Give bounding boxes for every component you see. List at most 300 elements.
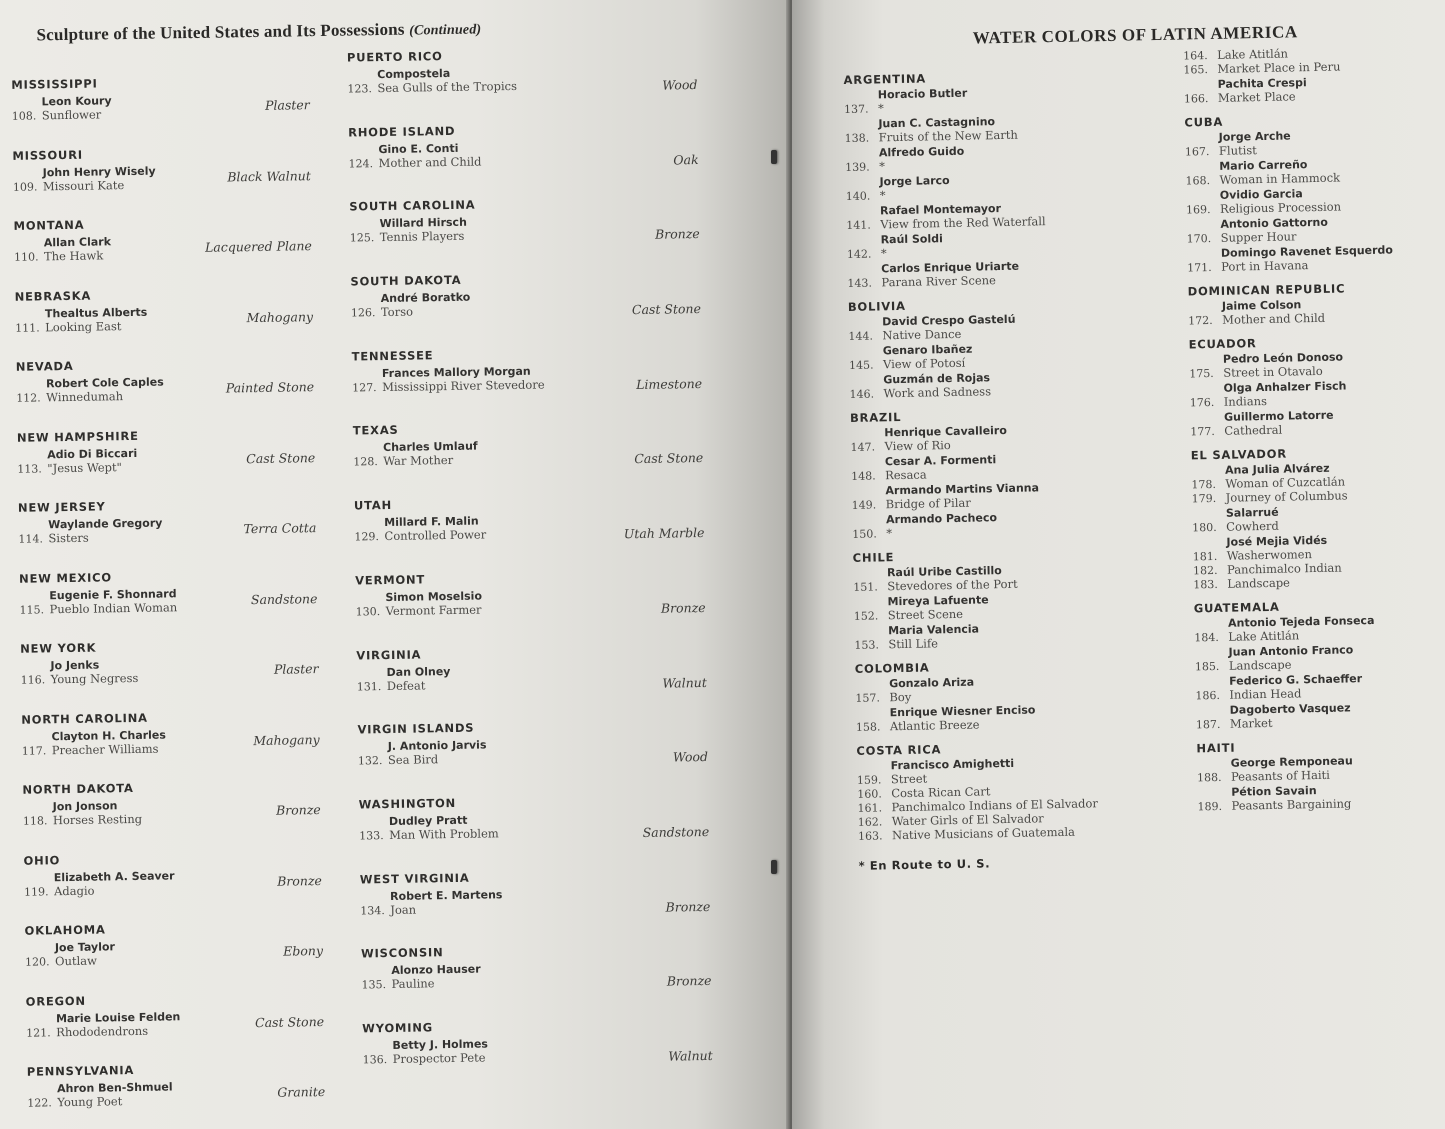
artist-name: Dudley Pratt bbox=[388, 813, 468, 828]
medium-label: Wood bbox=[672, 749, 709, 765]
artist-name: Ovidio Garcia bbox=[1219, 187, 1303, 202]
sculpture-entry bbox=[18, 495, 369, 571]
sculpture-entry bbox=[16, 354, 367, 430]
sculpture-entry bbox=[22, 777, 373, 853]
artist-name: Jon Jonson bbox=[52, 799, 118, 814]
catalog-number: 143. bbox=[847, 276, 873, 290]
catalog-number: 124. bbox=[348, 156, 374, 171]
work-title: Peasants Bargaining bbox=[1231, 796, 1352, 813]
state-heading: MISSISSIPPI bbox=[11, 76, 98, 92]
catalog-number: 168. bbox=[1185, 174, 1211, 188]
medium-label: Sandstone bbox=[642, 823, 710, 840]
sculpture-entry bbox=[357, 717, 728, 797]
catalog-number: 136. bbox=[362, 1052, 388, 1067]
work-title: Lake Atitlán bbox=[1216, 46, 1289, 62]
country-heading: EL SALVADOR bbox=[1190, 446, 1288, 463]
catalog-number: 148. bbox=[851, 469, 876, 483]
state-heading: OREGON bbox=[25, 993, 86, 1009]
work-title: Religious Procession bbox=[1219, 199, 1342, 216]
work-title: Work and Sadness bbox=[883, 384, 992, 401]
medium-label: Sandstone bbox=[250, 590, 318, 607]
artist-name: Enrique Wiesner Enciso bbox=[889, 703, 1036, 720]
sculpture-entry bbox=[355, 567, 726, 647]
state-heading: MONTANA bbox=[13, 217, 85, 233]
sculpture-entry bbox=[347, 45, 718, 125]
catalog-number: 162. bbox=[857, 815, 883, 829]
artist-name: Betty J. Holmes bbox=[392, 1037, 489, 1052]
sculpture-entry bbox=[13, 213, 364, 289]
catalog-number: 149. bbox=[851, 498, 877, 512]
country-heading: COSTA RICA bbox=[856, 742, 942, 758]
country-heading: ECUADOR bbox=[1188, 336, 1257, 352]
work-title: Horses Resting bbox=[52, 811, 143, 828]
work-title: Still Life bbox=[888, 636, 939, 652]
state-heading: OKLAHOMA bbox=[24, 922, 106, 938]
work-title: "Jesus Wept" bbox=[47, 459, 122, 475]
catalog-number: 146. bbox=[849, 387, 875, 401]
country-group bbox=[855, 656, 1156, 734]
catalog-number: 167. bbox=[1184, 145, 1210, 159]
country-group bbox=[848, 294, 1150, 401]
medium-label: Bronze bbox=[666, 973, 712, 989]
catalog-number: 111. bbox=[15, 320, 40, 335]
artist-name: Antonio Gattorno bbox=[1220, 215, 1328, 231]
catalog-number: 187. bbox=[1195, 717, 1221, 732]
country-heading: GUATEMALA bbox=[1193, 599, 1280, 616]
artist-name: Jo Jenks bbox=[50, 658, 100, 673]
staple-bottom bbox=[771, 860, 777, 874]
country-group bbox=[1191, 444, 1434, 592]
medium-label: Cast Stone bbox=[631, 301, 702, 318]
catalog-number: 109. bbox=[12, 179, 38, 194]
work-title: Lake Atitlán bbox=[1228, 628, 1300, 644]
state-heading: UTAH bbox=[353, 498, 393, 513]
artist-name: Jorge Larco bbox=[879, 174, 950, 189]
medium-label: Bronze bbox=[665, 898, 711, 915]
country-group bbox=[1194, 597, 1436, 732]
catalog-number: 179. bbox=[1191, 491, 1217, 506]
sculpture-entry bbox=[12, 143, 363, 219]
artist-name: Gonzalo Ariza bbox=[889, 675, 975, 691]
artist-name: Federico G. Schaeffer bbox=[1229, 672, 1363, 688]
work-title: Man With Problem bbox=[389, 826, 499, 842]
artist-name: George Remponeau bbox=[1230, 754, 1353, 770]
work-title: Costa Rican Cart bbox=[891, 784, 991, 801]
sculpture-entry bbox=[356, 642, 727, 722]
work-title: * bbox=[879, 188, 886, 203]
work-title: Bridge of Pilar bbox=[885, 495, 971, 512]
state-heading: MISSOURI bbox=[12, 147, 83, 163]
catalog-number: 183. bbox=[1193, 577, 1218, 592]
catalog-number: 110. bbox=[13, 250, 39, 264]
work-title: Street in Otavalo bbox=[1223, 363, 1323, 380]
catalog-number: 118. bbox=[22, 814, 48, 828]
state-heading: SOUTH DAKOTA bbox=[350, 272, 462, 289]
work-title: Port in Havana bbox=[1221, 258, 1309, 274]
artist-name: Genaro Ibañez bbox=[882, 342, 973, 358]
artist-name: Willard Hirsch bbox=[379, 216, 467, 231]
work-title: Winnedumah bbox=[46, 389, 124, 405]
medium-label: Terra Cotta bbox=[243, 520, 317, 537]
catalog-number: 131. bbox=[356, 679, 382, 693]
catalog-number: 121. bbox=[26, 1025, 51, 1040]
work-title: Panchimalco Indian bbox=[1226, 560, 1342, 577]
work-title: Market Place in Peru bbox=[1217, 59, 1341, 76]
artist-name: Millard F. Malin bbox=[384, 514, 479, 530]
work-title: Boy bbox=[889, 689, 912, 705]
sculpture-column-right bbox=[347, 45, 733, 1096]
country-heading: CHILE bbox=[852, 550, 895, 565]
artist-name: Horacio Butler bbox=[877, 86, 968, 102]
state-heading: TENNESSEE bbox=[351, 347, 434, 364]
catalog-number: 125. bbox=[349, 231, 375, 245]
catalog-number: 165. bbox=[1183, 63, 1209, 77]
artist-name: John Henry Wisely bbox=[42, 164, 156, 179]
state-heading: NORTH DAKOTA bbox=[22, 780, 134, 797]
right-page bbox=[792, 0, 1445, 1129]
medium-label: Plaster bbox=[264, 97, 310, 113]
artist-name: Salarrué bbox=[1225, 505, 1279, 520]
work-title: The Hawk bbox=[43, 248, 104, 264]
catalog-number: 184. bbox=[1194, 630, 1219, 645]
work-title: View from the Red Waterfall bbox=[880, 214, 1046, 232]
catalog-number: 151. bbox=[853, 580, 878, 594]
sculpture-entry bbox=[349, 194, 720, 274]
catalog-number: 169. bbox=[1185, 203, 1211, 217]
country-group bbox=[1196, 737, 1437, 814]
catalog-number: 120. bbox=[25, 955, 50, 969]
country-heading: HAITI bbox=[1196, 740, 1236, 756]
artist-name: Leon Koury bbox=[41, 94, 112, 109]
work-title: * bbox=[880, 246, 887, 261]
sculpture-entry bbox=[27, 1059, 378, 1129]
staple-top bbox=[771, 150, 777, 164]
work-title: Washerwomen bbox=[1226, 547, 1313, 563]
artist-name: André Boratko bbox=[380, 290, 471, 306]
catalog-number: 178. bbox=[1191, 477, 1217, 492]
artist-name: Joe Taylor bbox=[54, 940, 116, 955]
work-title: Peasants of Haiti bbox=[1230, 767, 1331, 784]
catalog-number: 150. bbox=[852, 527, 877, 541]
artist-name: Robert E. Martens bbox=[390, 887, 503, 903]
sculpture-entry bbox=[350, 269, 721, 349]
state-heading: NEBRASKA bbox=[14, 288, 92, 304]
catalog-number: 181. bbox=[1192, 549, 1218, 564]
artist-name: Olga Anhalzer Fisch bbox=[1223, 379, 1347, 395]
medium-label: Black Walnut bbox=[227, 167, 311, 184]
medium-label: Oak bbox=[673, 151, 699, 168]
work-title: * bbox=[877, 101, 884, 116]
sculpture-entry bbox=[360, 866, 731, 946]
medium-label: Limestone bbox=[636, 375, 703, 392]
artist-name: Waylande Gregory bbox=[48, 516, 163, 532]
catalog-number: 186. bbox=[1195, 688, 1221, 703]
artist-name: Alfredo Guido bbox=[878, 144, 965, 160]
work-title: Mississippi River Stevedore bbox=[382, 377, 545, 394]
catalog-number: 176. bbox=[1189, 395, 1215, 410]
artist-name: Compostela bbox=[377, 66, 451, 82]
artist-name: Eugenie F. Shonnard bbox=[49, 586, 177, 602]
sculpture-entry bbox=[26, 989, 377, 1065]
work-title: Tennis Players bbox=[379, 229, 465, 245]
catalog-number: 139. bbox=[845, 160, 870, 175]
artist-name: Pachita Crespi bbox=[1217, 76, 1307, 91]
artist-name: Jaime Colson bbox=[1221, 298, 1302, 313]
artist-name: Frances Mallory Morgan bbox=[381, 364, 531, 380]
work-title: Pueblo Indian Woman bbox=[49, 599, 178, 616]
sculpture-column-left bbox=[11, 72, 378, 1129]
medium-label: Lacquered Plane bbox=[204, 238, 313, 255]
country-heading: BRAZIL bbox=[849, 409, 902, 425]
watercolor-column-left bbox=[843, 67, 1158, 873]
work-title: Indians bbox=[1223, 393, 1268, 409]
work-title: Young Negress bbox=[50, 670, 139, 687]
artist-name: Guillermo Latorre bbox=[1223, 408, 1334, 424]
work-title: Prospector Pete bbox=[392, 1050, 486, 1066]
work-title: Missouri Kate bbox=[42, 177, 125, 193]
catalog-number: 145. bbox=[848, 358, 874, 372]
sculpture-entry bbox=[25, 918, 376, 994]
catalog-number: 114. bbox=[18, 532, 44, 546]
medium-label: Granite bbox=[277, 1084, 326, 1100]
state-heading: NEW YORK bbox=[20, 640, 97, 656]
medium-label: Cast Stone bbox=[246, 449, 316, 466]
catalog-number: 140. bbox=[845, 189, 871, 204]
catalog-number: 129. bbox=[354, 530, 380, 544]
work-title: View of Rio bbox=[884, 438, 951, 454]
artist-name: Francisco Amighetti bbox=[890, 756, 1015, 773]
state-heading: WYOMING bbox=[362, 1020, 434, 1036]
sculpture-entry bbox=[11, 72, 362, 148]
artist-name: Guzmán de Rojas bbox=[883, 371, 991, 387]
work-title: Looking East bbox=[45, 318, 122, 334]
medium-label: Cast Stone bbox=[254, 1013, 325, 1030]
country-group bbox=[1184, 111, 1427, 275]
artist-name: Carlos Enrique Uriarte bbox=[881, 259, 1020, 276]
artist-name: Domingo Ravenet Esquerdo bbox=[1220, 243, 1394, 260]
artist-name: Dagoberto Vasquez bbox=[1229, 701, 1351, 717]
state-heading: PUERTO RICO bbox=[346, 49, 443, 65]
artist-name: Elizabeth A. Seaver bbox=[53, 868, 175, 884]
work-title: Street bbox=[890, 771, 928, 787]
artist-name: Charles Umlauf bbox=[382, 439, 478, 455]
work-title: Water Girls of El Salvador bbox=[891, 811, 1044, 829]
artist-name: Pétion Savain bbox=[1231, 784, 1317, 799]
sculpture-entry bbox=[23, 848, 374, 924]
work-title: Mother and Child bbox=[378, 154, 482, 170]
watercolor-column-right bbox=[1183, 44, 1438, 823]
medium-label: Bronze bbox=[277, 872, 322, 889]
artist-name: Armando Martins Vianna bbox=[885, 481, 1040, 498]
catalog-number: 123. bbox=[347, 82, 373, 96]
work-title: Panchimalco Indians of El Salvador bbox=[891, 796, 1099, 815]
artist-name: Raúl Soldi bbox=[880, 232, 943, 247]
catalog-number: 163. bbox=[857, 829, 883, 843]
artist-name: Allan Clark bbox=[43, 235, 112, 250]
artist-name: Mario Carreño bbox=[1219, 158, 1308, 173]
state-heading: OHIO bbox=[23, 852, 61, 868]
country-heading: COLOMBIA bbox=[854, 660, 930, 676]
artist-name: Gino E. Conti bbox=[378, 141, 459, 156]
country-heading: CUBA bbox=[1184, 114, 1224, 130]
catalog-number: 115. bbox=[19, 602, 45, 617]
artist-name: Antonio Tejeda Fonseca bbox=[1227, 613, 1375, 630]
catalog-number: 171. bbox=[1187, 260, 1212, 275]
artist-name: Jorge Arche bbox=[1218, 129, 1291, 144]
country-group bbox=[843, 67, 1147, 290]
artist-name: Juan C. Castagnino bbox=[878, 115, 996, 131]
artist-name: David Crespo Gastelú bbox=[882, 312, 1016, 329]
artist-name: Maria Valencia bbox=[888, 622, 980, 638]
right-page-title: WATER COLORS OF LATIN AMERICA bbox=[972, 22, 1298, 48]
country-group bbox=[1188, 280, 1429, 328]
state-heading: PENNSYLVANIA bbox=[26, 1063, 135, 1079]
catalog-number: 170. bbox=[1186, 231, 1212, 246]
work-title: Landscape bbox=[1227, 575, 1291, 591]
work-title: Young Poet bbox=[57, 1094, 123, 1110]
catalog-number: 138. bbox=[844, 131, 870, 146]
artist-name: J. Antonio Jarvis bbox=[387, 738, 487, 754]
catalog-number: 189. bbox=[1197, 799, 1223, 814]
catalog-number: 157. bbox=[855, 691, 881, 705]
state-heading: NORTH CAROLINA bbox=[21, 710, 148, 727]
state-heading: WISCONSIN bbox=[360, 945, 444, 961]
artist-name: Thealtus Alberts bbox=[44, 305, 148, 320]
sculpture-entry bbox=[352, 343, 723, 423]
catalog-number: 166. bbox=[1183, 92, 1209, 106]
work-title: Landscape bbox=[1228, 657, 1292, 673]
catalog-number: 130. bbox=[355, 604, 381, 619]
medium-label: Painted Stone bbox=[225, 379, 315, 396]
catalog-number: 134. bbox=[360, 903, 385, 918]
state-heading: TEXAS bbox=[352, 423, 399, 438]
work-title: Woman of Cuzcatlán bbox=[1225, 474, 1346, 491]
catalog-number: 161. bbox=[857, 801, 883, 815]
state-heading: VIRGIN ISLANDS bbox=[357, 720, 475, 737]
artist-name: Juan Antonio Franco bbox=[1228, 643, 1354, 659]
medium-label: Mahogany bbox=[253, 731, 320, 748]
catalog-number: 175. bbox=[1189, 366, 1214, 381]
sculpture-entry bbox=[353, 418, 724, 498]
catalog-number: 133. bbox=[359, 828, 384, 843]
artist-name: Robert Cole Caples bbox=[45, 375, 164, 391]
work-title: Journey of Columbus bbox=[1225, 488, 1348, 505]
work-title: Torso bbox=[380, 304, 414, 320]
catalog-number: 142. bbox=[846, 247, 872, 261]
sculpture-entry bbox=[21, 707, 372, 783]
catalog-number: 188. bbox=[1196, 770, 1222, 785]
work-title: Adagio bbox=[53, 883, 95, 898]
artist-name: Henrique Cavalleiro bbox=[884, 423, 1007, 440]
work-title: Vermont Farmer bbox=[385, 602, 482, 618]
catalog-number: 144. bbox=[848, 329, 874, 343]
work-title: Mother and Child bbox=[1222, 310, 1326, 327]
sculpture-entry bbox=[15, 284, 366, 360]
work-title: Joan bbox=[390, 902, 417, 917]
catalog-number: 185. bbox=[1194, 659, 1220, 674]
sculpture-entry bbox=[362, 1016, 733, 1096]
artist-name: José Mejia Vidés bbox=[1226, 533, 1328, 549]
medium-label: Wood bbox=[662, 77, 698, 93]
artist-name: Cesar A. Formenti bbox=[884, 453, 997, 469]
state-heading: RHODE ISLAND bbox=[348, 123, 456, 140]
sculpture-entry bbox=[361, 941, 732, 1021]
medium-label: Walnut bbox=[668, 1047, 713, 1064]
artist-name: Armando Pacheco bbox=[885, 511, 998, 527]
work-title: Stevedores of the Port bbox=[887, 576, 1018, 594]
state-heading: NEW JERSEY bbox=[17, 499, 106, 515]
sculpture-entry bbox=[354, 493, 725, 573]
sculpture-entry bbox=[19, 566, 370, 642]
medium-label: Walnut bbox=[662, 674, 707, 691]
state-heading: SOUTH CAROLINA bbox=[349, 197, 476, 214]
work-title: Sea Gulls of the Tropics bbox=[377, 78, 518, 96]
work-title: * bbox=[886, 526, 893, 541]
state-heading: VIRGINIA bbox=[356, 646, 422, 662]
artist-name: Alonzo Hauser bbox=[391, 962, 481, 978]
work-title: Controlled Power bbox=[384, 527, 487, 544]
catalog-number: 135. bbox=[361, 978, 387, 992]
work-title: Market Place bbox=[1217, 89, 1296, 105]
work-title: Native Musicians of Guatemala bbox=[891, 824, 1076, 843]
catalog-number: 137. bbox=[843, 102, 869, 117]
artist-name: Adio Di Biccari bbox=[47, 446, 138, 461]
catalog-number: 117. bbox=[21, 743, 47, 758]
artist-name: Rafael Montemayor bbox=[879, 202, 1002, 218]
catalog-number: 158. bbox=[855, 720, 881, 734]
country-group bbox=[850, 405, 1152, 541]
catalog-number: 147. bbox=[850, 440, 876, 454]
work-title: Supper Hour bbox=[1220, 229, 1297, 245]
medium-label: Cast Stone bbox=[634, 450, 704, 467]
work-title: Parana River Scene bbox=[881, 273, 997, 290]
artist-name: Dan Olney bbox=[386, 664, 451, 679]
country-group bbox=[1189, 333, 1431, 439]
catalog-number: 164. bbox=[1183, 49, 1208, 63]
state-heading: NEW MEXICO bbox=[18, 569, 113, 586]
work-title: View of Potosí bbox=[882, 355, 966, 372]
work-title: Indian Head bbox=[1229, 686, 1302, 702]
work-title: Defeat bbox=[386, 677, 426, 693]
title-continued: (Continued) bbox=[409, 22, 482, 39]
catalog-number: 108. bbox=[11, 109, 37, 123]
artist-name: Simon Moselsio bbox=[385, 589, 483, 604]
work-title: Sisters bbox=[48, 530, 89, 546]
work-title: Cathedral bbox=[1224, 422, 1283, 438]
catalog-number: 126. bbox=[350, 306, 376, 320]
sculpture-entry bbox=[20, 636, 371, 712]
country-group bbox=[1183, 44, 1424, 106]
country-group bbox=[856, 738, 1158, 843]
state-heading: NEVADA bbox=[15, 358, 74, 374]
catalog-number: 160. bbox=[857, 787, 882, 801]
catalog-number: 182. bbox=[1192, 563, 1218, 578]
country-group bbox=[853, 545, 1155, 652]
country-heading: BOLIVIA bbox=[847, 298, 906, 314]
medium-label: Bronze bbox=[654, 226, 700, 243]
state-heading: WEST VIRGINIA bbox=[359, 870, 470, 887]
state-heading: WASHINGTON bbox=[358, 795, 457, 812]
work-title: Atlantic Breeze bbox=[889, 717, 980, 734]
artist-name: Pedro León Donoso bbox=[1222, 350, 1344, 366]
work-title: Outlaw bbox=[54, 953, 98, 969]
state-heading: VERMONT bbox=[355, 572, 426, 588]
work-title: Resaca bbox=[885, 467, 927, 483]
catalog-number: 128. bbox=[353, 455, 378, 469]
artist-name: Ahron Ben-Shmuel bbox=[57, 1080, 173, 1096]
sculpture-entry bbox=[348, 119, 719, 199]
catalog-number: 180. bbox=[1192, 520, 1217, 535]
